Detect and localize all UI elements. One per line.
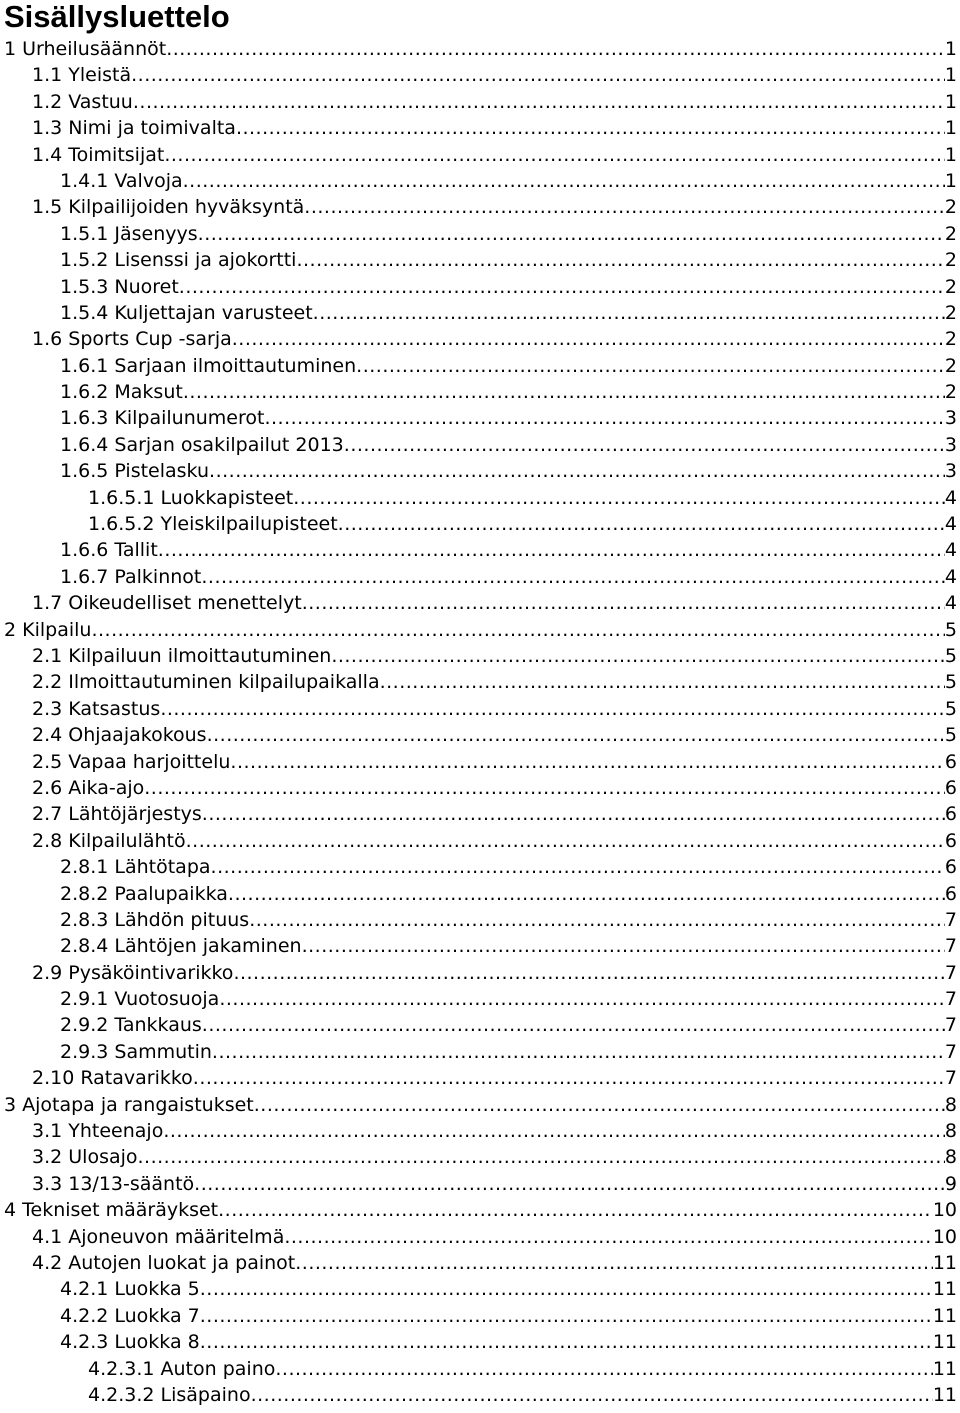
toc-entry[interactable] [0,247,957,273]
toc-entry-page-number: 2 [944,301,957,324]
toc-entry-label: 1.5 Kilpailijoiden hyväksyntä [32,196,305,219]
toc-entry[interactable] [0,590,957,616]
toc-entry[interactable] [0,1276,957,1302]
toc-entry[interactable] [0,221,957,247]
toc-entry[interactable] [0,379,957,405]
toc-entry-page-number: 10 [932,1199,957,1222]
toc-entry[interactable] [0,353,957,379]
toc-dot-leader [211,854,945,880]
toc-entry-label: 3.3 13/13-sääntö [32,1172,195,1195]
toc-entry[interactable] [0,537,957,563]
toc-entry-label: 4 Tekniset määräykset [4,1199,219,1222]
toc-entry-label: 2.9.2 Tankkaus [60,1014,202,1037]
toc-entry-page-number: 7 [944,1014,957,1037]
toc-entry-page-number: 11 [932,1383,957,1406]
toc-entry-page-number: 2 [944,328,957,351]
toc-entry[interactable] [0,62,957,88]
toc-dot-leader [293,485,945,511]
toc-entry-label: 1.6 Sports Cup -sarja [32,328,232,351]
toc-entry-page-number: 1 [944,143,957,166]
toc-entry-label: 2.8.2 Paalupaikka [60,882,228,905]
toc-entry-page-number: 6 [944,829,957,852]
toc-entry[interactable] [0,1065,957,1091]
toc-dot-leader [236,115,945,141]
toc-entry[interactable] [0,458,957,484]
toc-entry-page-number: 2 [944,381,957,404]
toc-entry-page-number: 8 [944,1146,957,1169]
toc-entry-label: 4.2.2 Luokka 7 [60,1304,200,1327]
toc-dot-leader [183,379,945,405]
toc-entry-page-number: 1 [944,169,957,192]
toc-entry[interactable] [0,722,957,748]
toc-entry-label: 2.3 Katsastus [32,697,161,720]
toc-entry-page-number: 4 [944,565,957,588]
toc-dot-leader [133,89,945,115]
toc-entry-label: 2.2 Ilmoittautuminen kilpailupaikalla [32,671,380,694]
toc-entry[interactable] [0,617,957,643]
toc-dot-leader [219,986,945,1012]
toc-entry-page-number: 2 [944,222,957,245]
toc-entry-page-number: 6 [944,750,957,773]
toc-entry-page-number: 7 [944,1067,957,1090]
toc-entry-label: 4.2.3.1 Auton paino [88,1357,276,1380]
toc-dot-leader [200,1303,933,1329]
toc-entry-label: 1.1 Yleistä [32,64,132,87]
toc-entry-page-number: 8 [944,1093,957,1116]
toc-entry[interactable] [0,142,957,168]
toc-entry-label: 1.5.2 Lisenssi ja ajokortti [60,249,297,272]
toc-entry-page-number: 4 [944,486,957,509]
toc-entry[interactable] [0,1171,957,1197]
toc-entry[interactable] [0,854,957,880]
toc-entry-page-number: 7 [944,1040,957,1063]
toc-entry-label: 1.7 Oikeudelliset menettelyt [32,592,302,615]
toc-dot-leader [302,590,945,616]
toc-entry-page-number: 6 [944,776,957,799]
toc-entry[interactable] [0,168,957,194]
toc-entry[interactable] [0,115,957,141]
toc-entry-label: 1.6.6 Tallit [60,539,158,562]
toc-dot-leader [232,326,945,352]
toc-dot-leader [193,1065,945,1091]
toc-entry[interactable] [0,300,957,326]
toc-dot-leader [302,933,945,959]
toc-entry-label: 2.6 Aika-ajo [32,776,145,799]
toc-dot-leader [91,617,944,643]
toc-title: Sisällysluettelo [4,0,230,34]
toc-entry-page-number: 5 [944,671,957,694]
toc-dot-leader [209,458,945,484]
toc-entry-page-number: 4 [944,592,957,615]
toc-entry-label: 2.1 Kilpailuun ilmoittautuminen [32,644,332,667]
toc-entry[interactable] [0,274,957,300]
toc-entry[interactable] [0,194,957,220]
toc-entry-label: 1.6.4 Sarjan osakilpailut 2013 [60,433,344,456]
toc-entry[interactable] [0,749,957,775]
toc-dot-leader [138,1144,945,1170]
toc-entry-page-number: 3 [944,433,957,456]
toc-entry-label: 2.4 Ohjaajakokous [32,724,207,747]
toc-dot-leader [230,749,945,775]
toc-dot-leader [160,696,945,722]
toc-entry[interactable] [0,1039,957,1065]
toc-dot-leader [284,1224,932,1250]
toc-dot-leader [194,1171,945,1197]
toc-dot-leader [344,432,945,458]
toc-entry[interactable] [0,1197,957,1223]
toc-entry-label: 2.9.3 Sammutin [60,1040,212,1063]
toc-dot-leader [249,907,945,933]
toc-dot-leader [304,194,945,220]
toc-dot-leader [313,300,945,326]
toc-entry-page-number: 11 [932,1357,957,1380]
toc-entry-label: 1.4 Toimitsijat [32,143,165,166]
toc-entry-page-number: 5 [944,618,957,641]
toc-entry-page-number: 4 [944,513,957,536]
toc-entry[interactable] [0,326,957,352]
toc-dot-leader [186,828,945,854]
toc-dot-leader [212,1039,945,1065]
toc-entry-label: 1.5.3 Nuoret [60,275,179,298]
toc-dot-leader [331,643,945,669]
toc-entry-page-number: 3 [944,407,957,430]
toc-entry-page-number: 5 [944,644,957,667]
toc-entry-label: 1.6.5.2 Yleiskilpailupisteet [88,513,338,536]
toc-dot-leader [201,564,945,590]
toc-entry-page-number: 2 [944,275,957,298]
toc-entry-label: 2.9.1 Vuotosuoja [60,988,220,1011]
toc-dot-leader [164,142,945,168]
toc-entry[interactable] [0,669,957,695]
toc-entry-label: 4.1 Ajoneuvon määritelmä [32,1225,285,1248]
toc-dot-leader [295,1250,933,1276]
toc-entry[interactable] [0,1118,957,1144]
toc-dot-leader [254,1092,945,1118]
toc-entry[interactable] [0,907,957,933]
toc-dot-leader [166,36,945,62]
toc-dot-leader [158,537,945,563]
toc-entry[interactable] [0,511,957,537]
toc-entry-label: 2.8.4 Lähtöjen jakaminen [60,935,302,958]
toc-entry[interactable] [0,564,957,590]
toc-entry-label: 1.6.1 Sarjaan ilmoittautuminen [60,354,357,377]
toc-entry-label: 2.8 Kilpailulähtö [32,829,186,852]
toc-dot-leader [163,1118,945,1144]
toc-entry[interactable] [0,986,957,1012]
toc-entry[interactable] [0,1250,957,1276]
toc-dot-leader [198,221,945,247]
toc-entry-page-number: 1 [944,90,957,113]
toc-entry[interactable] [0,89,957,115]
toc-entry[interactable] [0,1382,957,1408]
toc-entry-label: 1.6.5.1 Luokkapisteet [88,486,294,509]
toc-entry-page-number: 2 [944,354,957,377]
toc-dot-leader [218,1197,933,1223]
toc-entry[interactable] [0,775,957,801]
toc-entry[interactable] [0,1012,957,1038]
toc-entry-page-number: 7 [944,988,957,1011]
toc-dot-leader [200,1276,933,1302]
toc-entry-label: 4.2.3 Luokka 8 [60,1331,200,1354]
toc-dot-leader [202,1012,945,1038]
toc-entry[interactable] [0,1303,957,1329]
toc-dot-leader [228,881,945,907]
toc-entry-label: 1.6.5 Pistelasku [60,460,210,483]
toc-entry-label: 1.2 Vastuu [32,90,133,113]
toc-entry-label: 1.6.3 Kilpailunumerot [60,407,265,430]
toc-entry-page-number: 11 [932,1331,957,1354]
toc-entry[interactable] [0,432,957,458]
toc-list [0,36,957,1408]
toc-entry-page-number: 4 [944,539,957,562]
toc-entry[interactable] [0,1356,957,1382]
toc-entry-page-number: 6 [944,803,957,826]
toc-entry-label: 1 Urheilusäännöt [4,38,167,60]
toc-entry-page-number: 1 [944,117,957,140]
toc-entry-label: 2.5 Vapaa harjoittelu [32,750,231,773]
toc-entry[interactable] [0,1224,957,1250]
toc-entry-label: 1.6.7 Palkinnot [60,565,202,588]
toc-entry-label: 4.2.1 Luokka 5 [60,1278,200,1301]
toc-entry-label: 1.3 Nimi ja toimivalta [32,117,236,140]
toc-dot-leader [200,1329,933,1355]
toc-entry[interactable] [0,1144,957,1170]
toc-entry-label: 3.1 Yhteenajo [32,1120,164,1143]
toc-entry[interactable] [0,36,957,62]
toc-dot-leader [251,1382,933,1408]
toc-dot-leader [356,353,945,379]
toc-entry-page-number: 10 [932,1225,957,1248]
toc-dot-leader [275,1356,932,1382]
toc-entry[interactable] [0,485,957,511]
toc-entry[interactable] [0,1092,957,1118]
toc-entry-page-number: 5 [944,697,957,720]
toc-dot-leader [202,801,945,827]
toc-dot-leader [183,168,945,194]
toc-entry-label: 1.6.2 Maksut [60,381,183,404]
toc-entry-page-number: 11 [932,1251,957,1274]
toc-dot-leader [296,247,944,273]
toc-entry-page-number: 2 [944,196,957,219]
toc-dot-leader [380,669,945,695]
toc-entry-page-number: 2 [944,249,957,272]
toc-entry-page-number: 1 [944,38,957,60]
toc-entry[interactable] [0,643,957,669]
toc-entry-page-number: 9 [944,1172,957,1195]
toc-entry-page-number: 8 [944,1120,957,1143]
toc-entry-label: 1.5.4 Kuljettajan varusteet [60,301,313,324]
toc-entry-page-number: 3 [944,460,957,483]
toc-entry-page-number: 6 [944,882,957,905]
toc-entry[interactable] [0,1329,957,1355]
toc-entry[interactable] [0,696,957,722]
toc-entry[interactable] [0,801,957,827]
toc-entry-label: 2.10 Ratavarikko [32,1067,193,1090]
toc-entry-page-number: 5 [944,724,957,747]
toc-dot-leader [179,274,945,300]
toc-entry-label: 2 Kilpailu [4,618,92,641]
toc-dot-leader [207,722,945,748]
toc-entry[interactable] [0,405,957,431]
toc-entry[interactable] [0,960,957,986]
toc-entry-label: 3.2 Ulosajo [32,1146,138,1169]
toc-entry-label: 1.5.1 Jäsenyys [60,222,198,245]
toc-entry[interactable] [0,881,957,907]
toc-entry-page-number: 7 [944,961,957,984]
toc-entry-label: 2.7 Lähtöjärjestys [32,803,202,826]
toc-entry-label: 2.8.3 Lähdön pituus [60,908,250,931]
toc-entry-page-number: 6 [944,856,957,879]
toc-dot-leader [338,511,945,537]
toc-dot-leader [144,775,945,801]
toc-entry[interactable] [0,933,957,959]
toc-dot-leader [131,62,945,88]
toc-entry-label: 1.4.1 Valvoja [60,169,183,192]
toc-entry-page-number: 7 [944,935,957,958]
toc-dot-leader [233,960,944,986]
toc-entry-label: 3 Ajotapa ja rangaistukset [4,1093,254,1116]
toc-entry[interactable] [0,828,957,854]
toc-dot-leader [264,405,944,431]
toc-entry-label: 2.9 Pysäköintivarikko [32,961,234,984]
toc-entry-label: 4.2 Autojen luokat ja painot [32,1251,296,1274]
toc-entry-label: 2.8.1 Lähtötapa [60,856,211,879]
toc-entry-label: 4.2.3.2 Lisäpaino [88,1383,251,1406]
toc-entry-page-number: 1 [944,64,957,87]
toc-entry-page-number: 11 [932,1278,957,1301]
toc-entry-page-number: 7 [944,908,957,931]
toc-entry-page-number: 11 [932,1304,957,1327]
